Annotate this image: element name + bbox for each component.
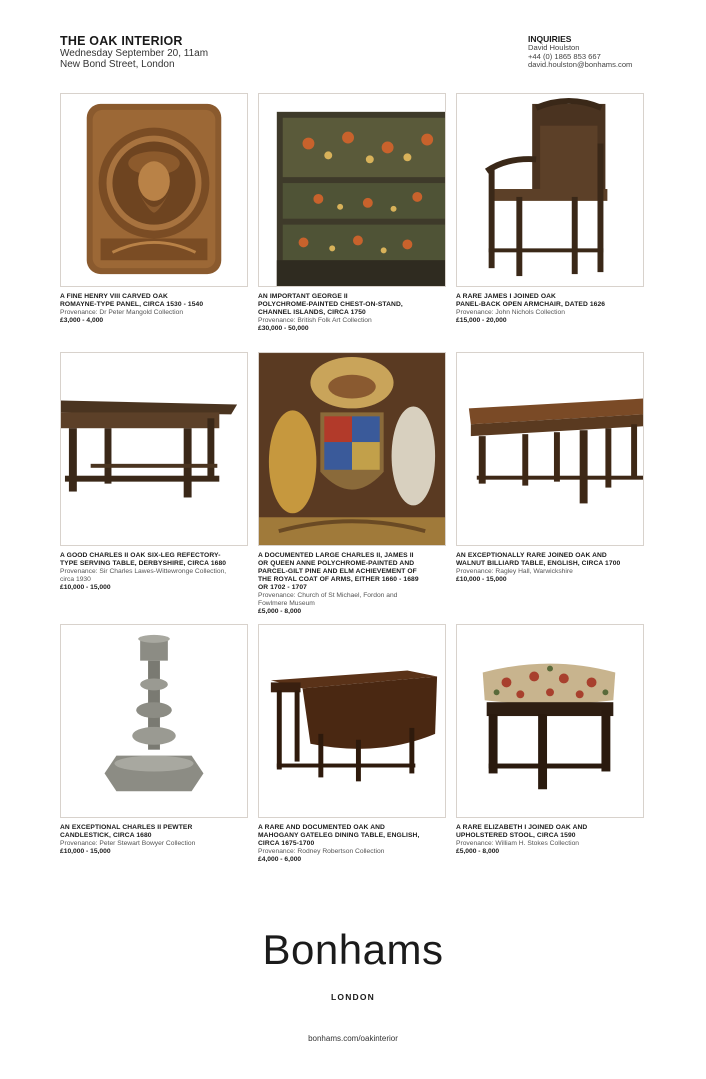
- lot-title-line: WALNUT BILLIARD TABLE, ENGLISH, CIRCA 1700: [456, 560, 621, 567]
- lot-title-line: A GOOD CHARLES II OAK SIX-LEG REFECTORY-: [60, 552, 221, 559]
- lot-provenance: Provenance: John Nichols Collection: [456, 309, 565, 316]
- lot-estimate: £15,000 - 20,000: [456, 317, 507, 324]
- lot-image-carved-panel[interactable]: [60, 93, 248, 287]
- lot-image-upholstered-stool[interactable]: [456, 624, 644, 818]
- lot-title-line: OR QUEEN ANNE POLYCHROME-PAINTED AND: [258, 560, 415, 567]
- sale-venue: New Bond Street, London: [60, 59, 175, 70]
- lot-image-pewter-candlestick[interactable]: [60, 624, 248, 818]
- contact-phone[interactable]: +44 (0) 1865 853 667: [528, 51, 601, 61]
- lot-card[interactable]: [258, 93, 446, 333]
- lot-title-line: A FINE HENRY VIII CARVED OAK: [60, 293, 168, 300]
- lot-title-line: THE ROYAL COAT OF ARMS, EITHER 1660 - 1689: [258, 576, 419, 583]
- lot-card[interactable]: [456, 93, 644, 325]
- lot-title-line: AN EXCEPTIONALLY RARE JOINED OAK AND: [456, 552, 607, 559]
- lot-title-line: CHANNEL ISLANDS, CIRCA 1750: [258, 309, 366, 316]
- inquiries-heading: INQUIRIES: [528, 34, 572, 44]
- lot-title-line: AN IMPORTANT GEORGE II: [258, 293, 348, 300]
- lot-image-armchair[interactable]: [456, 93, 644, 287]
- lot-estimate: £30,000 - 50,000: [258, 325, 309, 332]
- lot-provenance: Provenance: Peter Stewart Bowyer Collection: [60, 840, 196, 847]
- lot-title-line: UPHOLSTERED STOOL, CIRCA 1590: [456, 832, 576, 839]
- lot-provenance: Provenance: William H. Stokes Collection: [456, 840, 580, 847]
- lot-provenance: Fowlmere Museum: [258, 600, 315, 607]
- bonhams-logo[interactable]: Bonhams: [262, 926, 444, 973]
- lot-provenance: Provenance: Ragley Hall, Warwickshire: [456, 568, 573, 575]
- lot-image-painted-chest[interactable]: [258, 93, 446, 287]
- lot-title-line: POLYCHROME-PAINTED CHEST-ON-STAND,: [258, 301, 403, 308]
- lot-card[interactable]: [456, 352, 644, 584]
- lot-card[interactable]: [60, 93, 248, 325]
- lot-provenance: Provenance: British Folk Art Collection: [258, 317, 372, 324]
- lot-estimate: £10,000 - 15,000: [456, 576, 507, 583]
- lot-card[interactable]: [258, 352, 446, 616]
- lot-card[interactable]: [60, 624, 248, 856]
- lot-title-line: PARCEL-GILT PINE AND ELM ACHIEVEMENT OF: [258, 568, 417, 575]
- lot-provenance: Provenance: Dr Peter Mangold Collection: [60, 309, 184, 316]
- lot-title-line: TYPE SERVING TABLE, DERBYSHIRE, CIRCA 1680: [60, 560, 227, 567]
- lot-title-line: AN EXCEPTIONAL CHARLES II PEWTER: [60, 824, 193, 831]
- lot-title-line: PANEL-BACK OPEN ARMCHAIR, DATED 1626: [456, 301, 606, 308]
- lot-card[interactable]: [258, 624, 446, 864]
- lot-image-gateleg-table[interactable]: [258, 624, 446, 818]
- contact-name: David Houlston: [528, 43, 580, 52]
- lot-provenance: Provenance: Church of St Michael, Fordon and: [258, 592, 398, 599]
- footer-city: LONDON: [330, 992, 376, 1002]
- lot-card[interactable]: [456, 624, 644, 856]
- lot-title-line: OR 1702 - 1707: [258, 584, 307, 591]
- lot-estimate: £5,000 - 8,000: [456, 848, 500, 855]
- sale-date: Wednesday September 20, 11am: [60, 48, 209, 59]
- sale-header: [60, 34, 648, 80]
- lot-provenance: circa 1930: [60, 576, 91, 583]
- lot-title-line: A DOCUMENTED LARGE CHARLES II, JAMES II: [258, 552, 414, 559]
- lot-estimate: £3,000 - 4,000: [60, 317, 104, 324]
- lot-image-serving-table[interactable]: [60, 352, 248, 546]
- lot-title-line: A RARE ELIZABETH I JOINED OAK AND: [456, 824, 588, 831]
- lot-image-royal-coat-of-arms[interactable]: [258, 352, 446, 546]
- lot-title-line: A RARE AND DOCUMENTED OAK AND: [258, 824, 385, 831]
- sale-title: THE OAK INTERIOR: [60, 34, 183, 48]
- lot-estimate: £10,000 - 15,000: [60, 848, 111, 855]
- lot-provenance: Provenance: Rodney Robertson Collection: [258, 848, 385, 855]
- contact-email[interactable]: david.houlston@bonhams.com: [528, 60, 633, 70]
- lot-title-line: CIRCA 1675-1700: [258, 840, 315, 847]
- inquiries-block: [528, 34, 632, 70]
- lot-card[interactable]: [60, 352, 248, 592]
- lot-estimate: £5,000 - 8,000: [258, 608, 302, 615]
- lot-estimate: £10,000 - 15,000: [60, 584, 111, 591]
- lot-provenance: Provenance: Sir Charles Lawes-Wittewronge Collection,: [60, 568, 227, 575]
- footer-url-link[interactable]: bonhams.com/oakinterior: [308, 1034, 398, 1043]
- lot-title-line: CANDLESTICK, CIRCA 1680: [60, 832, 152, 839]
- lot-title-line: A RARE JAMES I JOINED OAK: [456, 293, 556, 300]
- lot-title-line: ROMAYNE-TYPE PANEL, CIRCA 1530 - 1540: [60, 301, 204, 308]
- lot-image-billiard-table[interactable]: [456, 352, 644, 546]
- lot-estimate: £4,000 - 6,000: [258, 856, 302, 863]
- lot-title-line: MAHOGANY GATELEG DINING TABLE, ENGLISH,: [258, 832, 420, 839]
